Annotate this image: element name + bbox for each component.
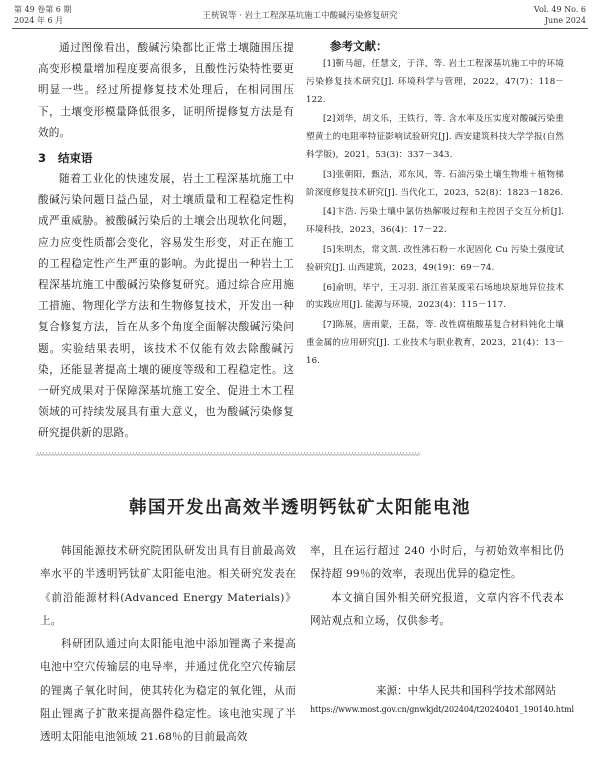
journal-volume-en: Vol. 49 No. 6 (533, 5, 586, 14)
journal-date-en: June 2024 (544, 16, 586, 25)
reference-item: [7]陈展，唐雨蒙，王磊，等. 改性腐植酸基复合材料钝化土壤重金属的应用研究[J]. 工业技术与职业教育，2023，21(4)：13－16. (306, 320, 564, 366)
section-heading (38, 148, 294, 168)
news-title: 韩国开发出高效半透明钙钛矿太阳能电池 (129, 498, 471, 518)
section-title: 结束语 (58, 151, 93, 166)
news-paragraph: 率，且在运行超过 240 小时后，与初始效率相比仍保持超 99％的效率，表现出优异的稳定性。 (310, 545, 564, 581)
news-left-column (40, 540, 296, 750)
references-column (306, 38, 564, 373)
reference-item: [2]刘华，胡文乐，王铁行，等. 含水率及压实度对酸碱污染重塑黄土的电阻率特征影响试验研究[J]. 西安建筑科技大学学报(自然科学版)，2021，53(3)：337－343. (306, 114, 564, 160)
news-paragraph: 韩国能源技术研究院团队研发出具有目前最高效率水平的半透明钙钛矿太阳能电池。相关研究发表在《前沿能源材料(Advanced Energy Materials)》上。 (40, 545, 296, 627)
journal-volume: 第 49 卷第 6 期 (14, 5, 72, 14)
header-right (534, 4, 586, 26)
news-paragraph: 科研团队通过向太阳能电池中添加锂离子来提高电池中空穴传输层的电导率，并通过优化空穴传输层的锂离子氧化时间，使其转化为稳定的氧化锂，从而阻止锂离子扩散来提高器件稳定性。该电池实现了半透明太阳能电池领域 21.68％的目前最高效 (40, 638, 296, 744)
header-rule (12, 28, 588, 29)
reference-item: [1]靳马超，任慧文，于洋，等. 岩土工程深基坑施工中的环境污染修复技术研究[J]. 环境科学与管理，2022，47(7)：118－122. (306, 59, 564, 105)
journal-date: 2024 年 6 月 (14, 16, 64, 25)
news-source: 来源：中华人民共和国科学技术部网站 (375, 685, 556, 698)
conclusion-paragraph: 随着工业化的快速发展，岩土工程深基坑施工中酸碱污染问题日益凸显，对土壤质量和工程稳定性构成严重威胁。被酸碱污染后的土壤会出现软化问题，应力应变性质都会变化，容易发生形变，对正在施工的工程稳定性产生严重的影响。为此提出一种岩土工程深基坑施工中酸碱污染修复研究。通过综合应用施工措施、物理化学方法和生物修复技术，开发出一种复合修复方法，旨在从多个角度全面解决酸碱污染问题。实验结果表明，该技术不仅能有效去除酸碱污染，还能显著提高土壤的硬度等级和工程稳定性。这一研究成果对于保障深基坑施工安全、促进土木工程领域的可持续发展具有重大意义，也为酸碱污染修复研究提供新的思路。 (38, 173, 294, 440)
reference-item: [5]朱明杰，常文凯. 改性沸石粉－水泥固化 Cu 污染土强度试验研究[J]. 山西建筑，2023，49(19)：69－74. (306, 244, 564, 273)
running-title: 王桄锐等 · 岩土工程深基坑施工中酸碱污染修复研究 (202, 11, 398, 21)
intro-paragraph: 通过图像看出，酸碱污染都比正常土壤随围压提高变形模量增加程度要高很多，且酸性污染特性要更明显一些。经过所提修复技术处理后，在相同围压下，土壤变形模量降低很多，证明所提修复方法是有效的。 (38, 42, 294, 139)
page-header (0, 0, 600, 30)
article-left-column (38, 38, 294, 445)
reference-item: [6]俞明，毕宁，王习羽. 浙江省某废采石场地块原地异位技术的实践应用[J]. 能源与环境，2023(4)：115－117. (306, 282, 564, 311)
news-paragraph: 本文摘自国外相关研究报道，文章内容不代表本网站观点和立场，仅供参考。 (310, 591, 564, 627)
reference-item: [3]张朝阳，甄洁，邓东风，等. 石油污染土壤生物堆＋植物梯阶深度修复技术研究[J]. 当代化工，2023，52(8)：1823－1826. (306, 169, 564, 198)
news-source-url: https://www.most.gov.cn/gnwkjdt/202404/t20240401_190140.html (310, 705, 574, 715)
reference-item: [4]卞浩. 污染土壤中氯仿热解吸过程和主控因子交互分析[J]. 环境科技，2023，36(4)：17－22. (306, 207, 564, 236)
section-number: 3 (38, 151, 47, 166)
section-divider: ﾑﾑﾑﾑﾑﾑﾑﾑﾑﾑﾑﾑﾑﾑﾑﾑﾑﾑﾑﾑﾑﾑﾑﾑﾑﾑﾑﾑﾑﾑﾑﾑﾑﾑﾑﾑﾑﾑﾑﾑﾑﾑﾑﾑﾑﾑﾑﾑﾑﾑﾑﾑﾑﾑﾑﾑﾑﾑﾑﾑﾑﾑﾑﾑﾑﾑﾑﾑﾑﾑﾑﾑﾑﾑﾑﾑﾑﾑﾑﾑﾑﾑﾑﾑﾑﾑﾑﾑﾑﾑﾑﾑﾑﾑﾑﾑﾑﾑﾑﾑﾑﾑﾑﾑﾑﾑﾑﾑﾑﾑﾑﾑﾑﾑﾑﾑﾑﾑﾑﾑﾑﾑﾑﾑﾑﾑﾑﾑ (36, 452, 421, 458)
news-right-column (310, 540, 574, 717)
header-left (14, 4, 71, 26)
references-heading: 参考文献： (330, 39, 388, 53)
